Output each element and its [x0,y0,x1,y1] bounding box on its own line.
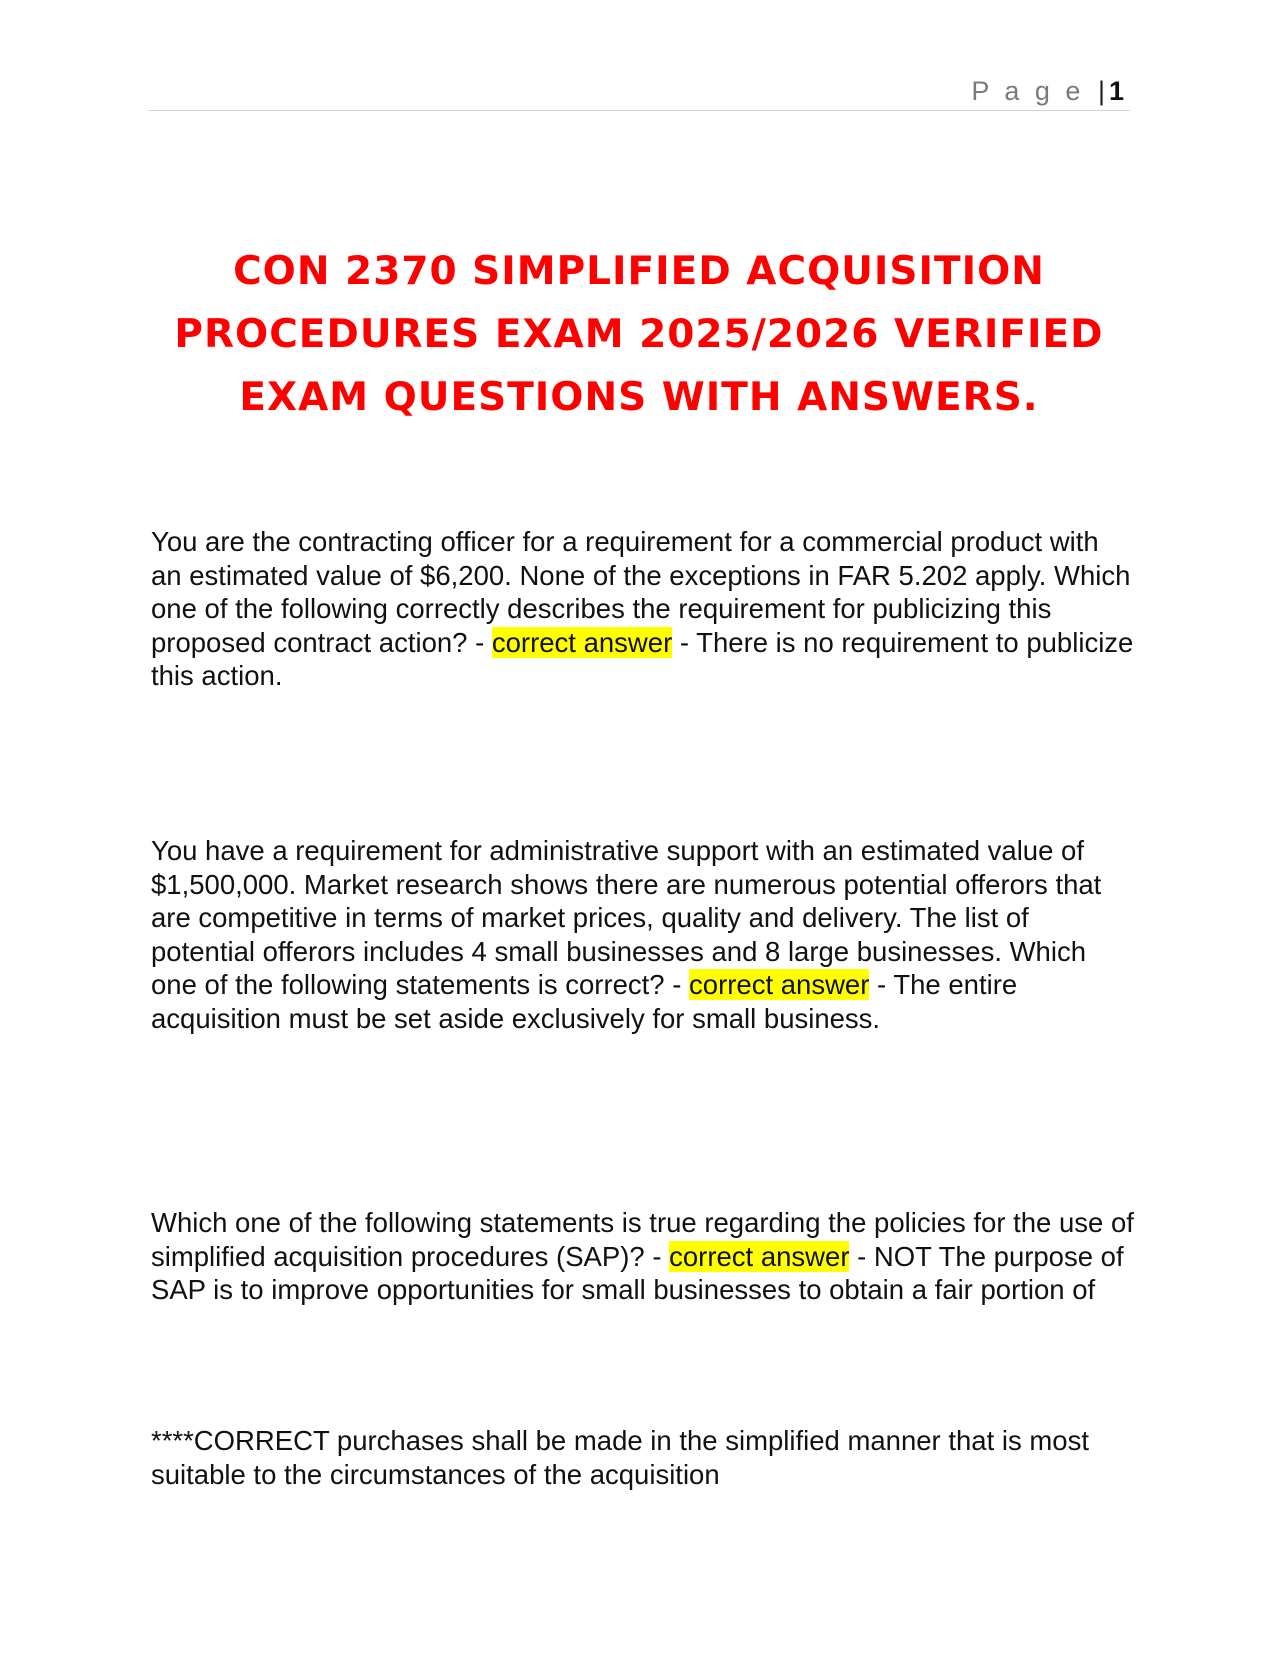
document-title [148,240,1130,429]
correct-answer-marker: correct answer [689,969,870,1000]
page-number [971,76,1124,107]
page-separator: | [1097,76,1105,106]
correct-note: ****CORRECT purchases shall be made in the simplified manner that is most suitable to the circumstances of the acquisition [151,1425,1089,1490]
question-text: You are the contracting officer for a requirement for a commercial product with an estimated value of $6,200. None of the exceptions in FAR 5.202 apply. Which one of the following correctly describes the requirement for publicizing this proposed contract action? - [151,526,1131,658]
page-header [148,74,1130,111]
page-label: P a g e [971,76,1085,106]
question-text: Which one of the following statements is true regarding the policies for the use of simplified acquisition procedures (SAP)? - [151,1207,1134,1272]
answer-text: - The entire acquisition must be set aside exclusively for small business. [151,969,1018,1034]
answer-text: - NOT The purpose of SAP is to improve opportunities for small businesses to obtain a fair portion of [151,1240,1124,1305]
question-text: You have a requirement for administrative support with an estimated value of $1,500,000. Market research shows there are numerous potential offerors that are competitive in terms of market prices, quality and delivery. The list of potential offerors includes 4 small businesses and 8 large businesses. Which one of the following statements is correct? - [151,835,1102,1000]
question-answer-3 [151,1206,1136,1307]
question-answer-2 [151,834,1136,1035]
question-answer-1 [151,525,1136,693]
title-line-3: EXAM QUESTIONS WITH ANSWERS. [239,375,1039,420]
correct-answer-marker: correct answer [669,1240,850,1272]
correct-answer-marker: correct answer [491,626,673,658]
title-line-1: CON 2370 SIMPLIFIED ACQUISITION [233,249,1045,294]
answer-text: - There is no requirement to publicize this action. [151,626,1134,691]
title-line-2: PROCEDURES EXAM 2025/2026 VERIFIED [174,312,1104,357]
page-number-value: 1 [1108,76,1124,106]
